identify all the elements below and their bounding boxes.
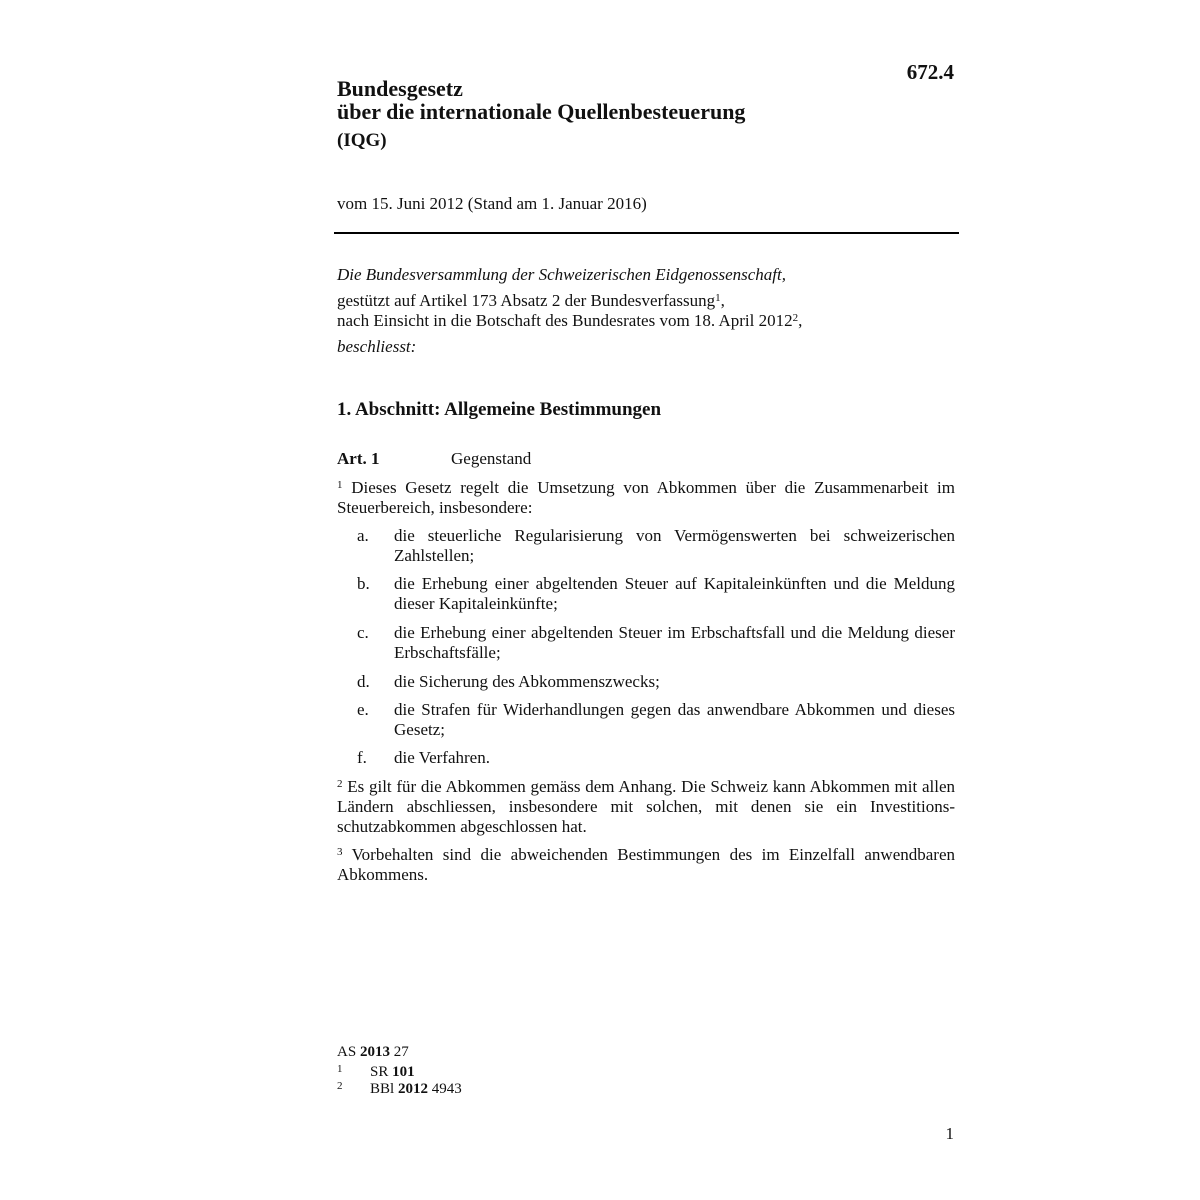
- preamble-basis-end: ,: [720, 291, 725, 310]
- preamble-message-text: nach Einsicht in die Botschaft des Bundesrates vom 18. April 2012: [337, 311, 793, 330]
- list-letter: e.: [357, 700, 369, 719]
- list-text: die Erhebung einer abgeltenden Steuer im Erbschaftsfall und die Meldung dieser Erbschaftsfälle;: [394, 623, 955, 662]
- official-collection-reference: [337, 1043, 409, 1061]
- preamble-legislator: Die Bundesversammlung der Schweizerischen Eidgenossenschaft,: [337, 265, 786, 284]
- footnote-2: [337, 1080, 537, 1098]
- footnote-ref-1: 1: [715, 292, 721, 304]
- paragraph-number-3: 3: [337, 846, 343, 858]
- footnote-ref-2: 2: [792, 312, 799, 324]
- as-prefix: AS: [337, 1044, 357, 1060]
- article-title: Gegenstand: [451, 449, 532, 468]
- preamble-basis: [337, 291, 957, 311]
- dateline: vom 15. Juni 2012 (Stand am 1. Januar 2016): [337, 194, 647, 213]
- article-header: [337, 449, 531, 469]
- list-text: die steuerliche Regularisierung von Vermögenswerten bei schweizerischen Zahlstellen;: [394, 526, 955, 565]
- list-letter: d.: [357, 672, 370, 691]
- footnote-suffix: 4943: [431, 1081, 462, 1097]
- paragraph-number-1: 1: [337, 479, 343, 491]
- article-paragraph-2: [337, 777, 955, 837]
- preamble-decision: beschliesst:: [337, 337, 417, 356]
- footnote-text: [370, 1080, 462, 1098]
- footnote-bold: 101: [392, 1064, 415, 1080]
- list-text: die Verfahren.: [394, 748, 490, 767]
- paragraph-3-text: Vorbehalten sind die abweichenden Bestimmungen des im Einzelfall anwendbaren Abkommens.: [337, 845, 955, 884]
- as-page: 27: [393, 1044, 409, 1060]
- list-letter: c.: [357, 623, 369, 642]
- header-divider: [334, 232, 959, 234]
- footnote-bold: 2012: [397, 1081, 428, 1097]
- list-letter: f.: [357, 748, 367, 767]
- footnote-text: [370, 1063, 415, 1081]
- paragraph-number-2: 2: [337, 778, 343, 790]
- footnote-1: [337, 1063, 537, 1081]
- section-heading: 1. Abschnitt: Allgemeine Bestimmungen: [337, 399, 662, 420]
- serial-number: 672.4: [906, 60, 954, 84]
- list-letter: b.: [357, 574, 370, 593]
- list-text: die Sicherung des Abkommenszwecks;: [394, 672, 660, 691]
- preamble-message: [337, 311, 957, 331]
- footnote-prefix: BBl: [370, 1081, 395, 1097]
- title-abbreviation: (IQG): [337, 130, 387, 151]
- footnote-number: 2: [337, 1080, 343, 1092]
- article-number: Art. 1: [337, 449, 380, 468]
- article-paragraph-3: [337, 845, 955, 885]
- list-text: die Erhebung einer abgeltenden Steuer auf Kapitaleinkünften und die Meldung dieser Kapitaleinkünfte;: [394, 574, 955, 613]
- preamble-basis-text: gestützt auf Artikel 173 Absatz 2 der Bundesverfassung: [337, 291, 716, 310]
- as-year: 2013: [359, 1044, 390, 1060]
- footnote-prefix: SR: [370, 1064, 389, 1080]
- paragraph-2-text: Es gilt für die Abkommen gemäss dem Anhang. Die Schweiz kann Abkommen mit allen Ländern abschliessen, insbesondere mit solchen, mit denen sie ein Investitionsschutzabkommen abgeschlossen hat.: [337, 777, 955, 836]
- footnote-number: 1: [337, 1063, 343, 1075]
- page-number: 1: [945, 1124, 954, 1143]
- title-line-1: Bundesgesetz: [337, 76, 463, 101]
- paragraph-1-text: Dieses Gesetz regelt die Umsetzung von Abkommen über die Zusammenarbeit im Steuerbereich, insbesondere:: [337, 478, 955, 517]
- preamble-message-end: ,: [798, 311, 803, 330]
- list-text: die Strafen für Widerhandlungen gegen das anwendbare Abkommen und dieses Gesetz;: [394, 700, 955, 739]
- list-letter: a.: [357, 526, 369, 545]
- article-paragraph-1: [337, 478, 955, 518]
- title-line-2: über die internationale Quellenbesteuerung: [337, 99, 746, 124]
